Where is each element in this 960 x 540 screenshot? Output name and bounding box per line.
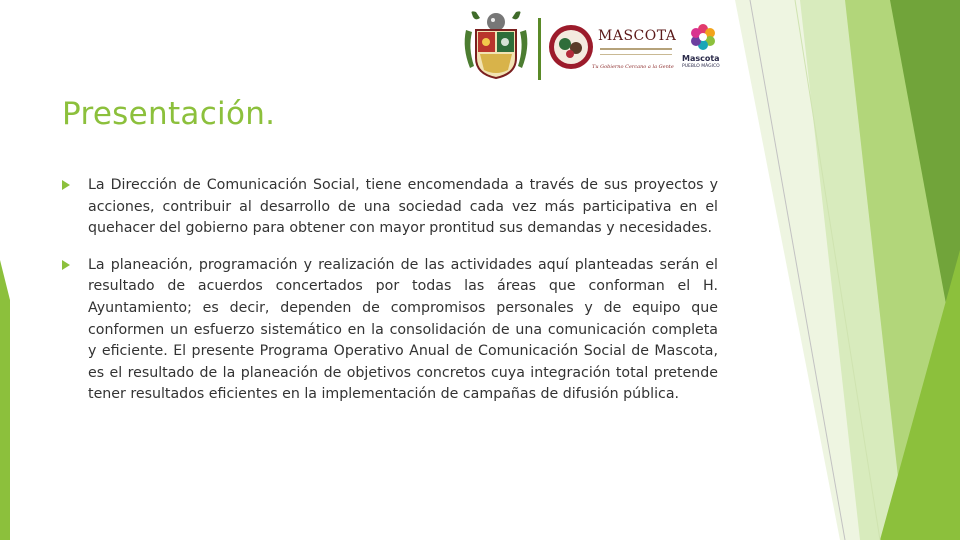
government-slogan: Tu Gobierno Cercano a la Gente — [592, 64, 674, 70]
bullet-arrow-icon — [62, 260, 70, 270]
municipal-seal-logo — [548, 24, 594, 70]
left-accent-bar — [0, 260, 10, 540]
slide-title: Presentación. — [62, 96, 276, 132]
pueblo-magico-brand-text: Mascota — [682, 54, 720, 63]
pueblo-magico-flower-logo — [688, 22, 718, 52]
bullet-arrow-icon — [62, 180, 70, 190]
bullet-text: La planeación, programación y realización de las actividades aquí planteadas serán el resultado de acuerdos concertados por todas las áreas que conforman el H. Ayuntamiento; es decir, dependen de compromisos personales y de equipo que conformen un esfuerzo sistemático en la consolidación de una comunicación completa y eficiente. El presente Programa Operativo Anual de Comunicación Social de Mascota, es el resultado de la planeación de objetivos concretos cuya integración total pretende tener resultados eficientes en la implementación de campañas de difusión pública. — [88, 256, 718, 403]
brand-rule — [600, 48, 672, 50]
header-logos — [460, 8, 740, 80]
bullet-item — [62, 255, 718, 406]
logo-divider — [538, 18, 541, 80]
bullet-list — [62, 175, 718, 421]
bullet-text: La Dirección de Comunicación Social, tiene encomendada a través de sus proyectos y acciones, contribuir al desarrollo de una sociedad cada vez más participativa en el quehacer del gobierno para obtener con mayor prontitud sus demandas y necesidades. — [88, 177, 718, 237]
mascota-brand-text: MASCOTA — [598, 28, 677, 44]
coat-of-arms-logo — [460, 8, 532, 80]
brand-rule — [600, 54, 672, 55]
bullet-item — [62, 175, 718, 240]
pueblo-magico-subtitle: PUEBLO MÁGICO — [682, 64, 720, 69]
